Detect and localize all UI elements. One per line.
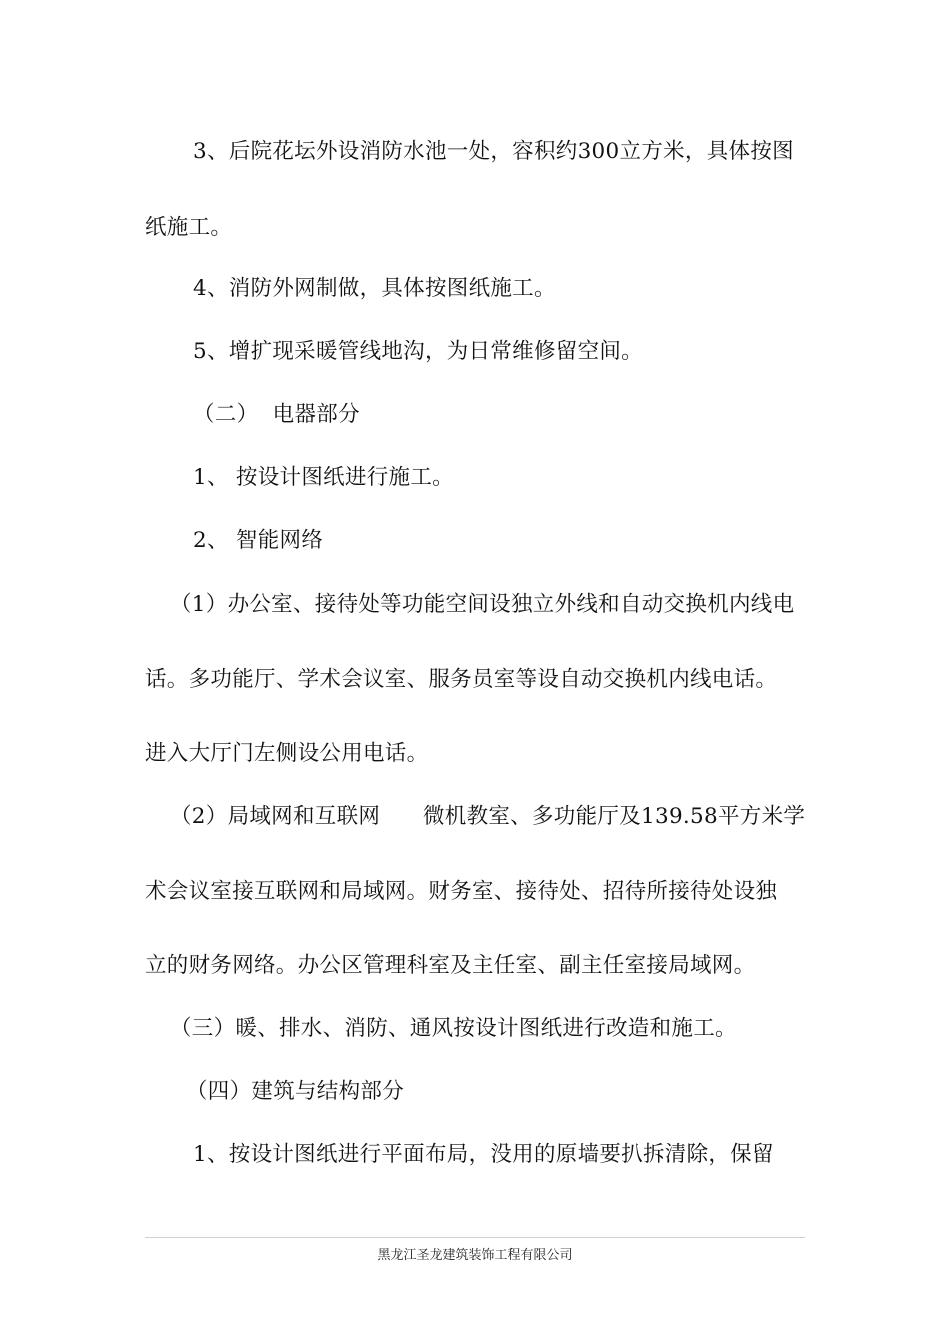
- paragraph-line: 立的财务网络。办公区管理科室及主任室、副主任室接局域网。: [145, 953, 756, 978]
- paragraph-line: 话。多功能厅、学术会议室、服务员室等设自动交换机内线电话。: [145, 667, 778, 692]
- paragraph-line: （1）办公室、接待处等功能空间设独立外线和自动交换机内线电: [170, 592, 795, 617]
- paragraph-line: 1、按设计图纸进行平面布局，没用的原墙要扒拆清除，保留: [193, 1142, 774, 1167]
- footer-divider: [145, 1237, 805, 1238]
- paragraph-line: 纸施工。: [145, 215, 233, 240]
- paragraph-line: 4、消防外网制做，具体按图纸施工。: [193, 276, 556, 301]
- paragraph-line: 1、 按设计图纸进行施工。: [193, 465, 454, 490]
- paragraph-line: 3、后院花坛外设消防水池一处，容积约300立方米，具体按图: [193, 139, 794, 164]
- section-heading: （四）建筑与结构部分: [186, 1079, 405, 1104]
- section-heading: （三）暖、排水、消防、通风按设计图纸进行改造和施工。: [170, 1016, 737, 1041]
- paragraph-line: 5、增扩现采暖管线地沟，为日常维修留空间。: [193, 339, 643, 364]
- paragraph-line: 2、 智能网络: [193, 528, 324, 553]
- paragraph-line: 进入大厅门左侧设公用电话。: [145, 741, 429, 766]
- paragraph-line: 术会议室接互联网和局域网。财务室、接待处、招待所接待处设独: [145, 879, 778, 904]
- section-heading: （二） 电器部分: [193, 402, 360, 427]
- footer-company-name: 黑龙江圣龙建筑装饰工程有限公司: [377, 1248, 573, 1263]
- paragraph-line: （2）局域网和互联网 微机教室、多功能厅及139.58平方米学: [170, 804, 806, 829]
